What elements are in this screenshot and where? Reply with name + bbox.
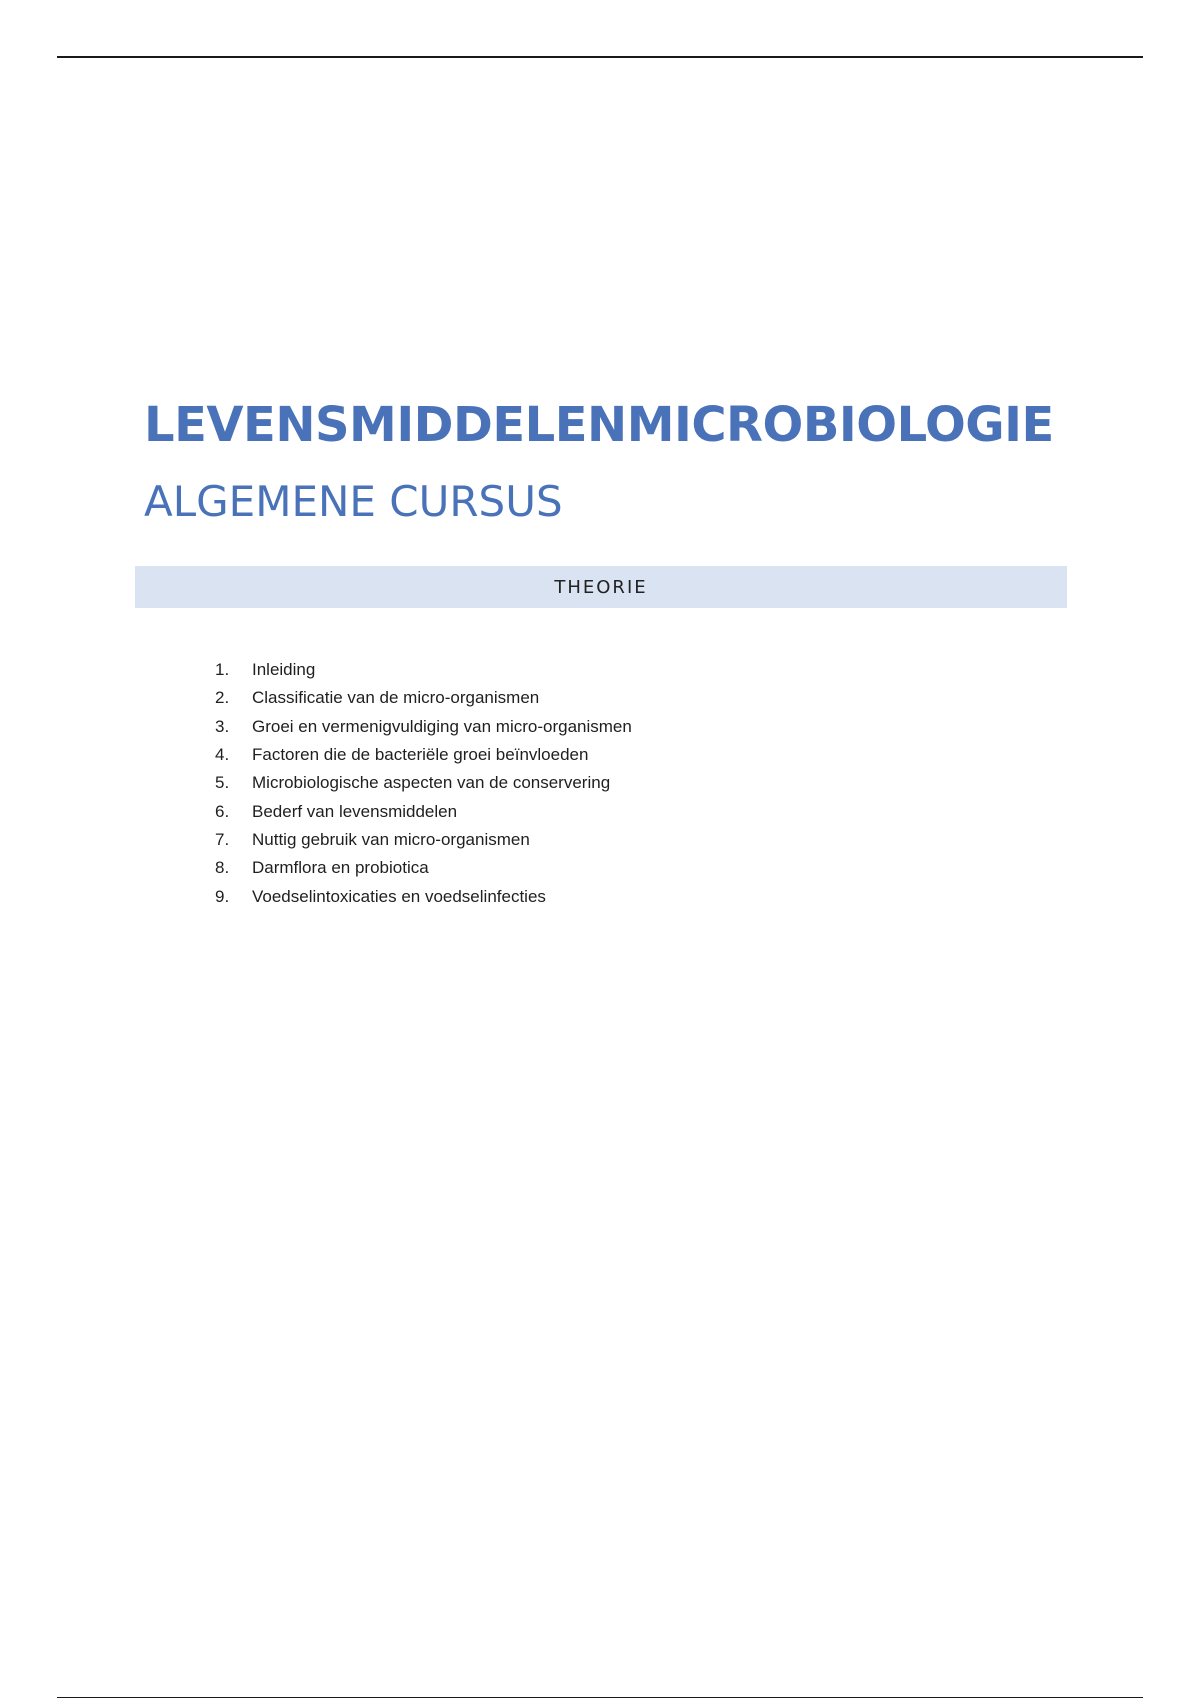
section-band (135, 566, 1067, 608)
list-item-number: 9. (215, 886, 230, 906)
list-item-number: 2. (215, 688, 230, 708)
list-item-number: 5. (215, 773, 230, 793)
list-item-label: Nuttig gebruik van micro-organismen (252, 829, 530, 849)
list-item-label: Factoren die de bacteriële groei beïnvloeden (252, 745, 589, 765)
list-item-label: Voedselintoxicaties en voedselinfecties (252, 886, 546, 906)
list-item (215, 713, 632, 741)
list-item-number: 1. (215, 660, 230, 680)
list-item-label: Inleiding (252, 660, 316, 680)
document-subtitle: ALGEMENE CURSUS (144, 477, 563, 526)
document-title: LEVENSMIDDELENMICROBIOLOGIE (144, 397, 1054, 453)
list-item-label: Classificatie van de micro-organismen (252, 688, 540, 708)
list-item-number: 3. (215, 716, 230, 736)
list-item-number: 6. (215, 801, 230, 821)
list-item-number: 4. (215, 745, 230, 765)
bottom-rule (57, 1697, 1143, 1698)
list-item (215, 797, 632, 825)
list-item (215, 769, 632, 797)
top-rule (57, 56, 1143, 58)
table-of-contents (215, 656, 632, 911)
section-label: THEORIE (554, 576, 648, 598)
list-item (215, 684, 632, 712)
list-item-number: 8. (215, 858, 230, 878)
list-item-label: Groei en vermenigvuldiging van micro-organismen (252, 716, 632, 736)
list-item (215, 882, 632, 910)
list-item (215, 656, 632, 684)
list-item-number: 7. (215, 829, 230, 849)
list-item (215, 741, 632, 769)
list-item-label: Bederf van levensmiddelen (252, 801, 458, 821)
list-item-label: Microbiologische aspecten van de conservering (252, 773, 611, 793)
list-item (215, 826, 632, 854)
list-item (215, 854, 632, 882)
list-item-label: Darmflora en probiotica (252, 858, 429, 878)
